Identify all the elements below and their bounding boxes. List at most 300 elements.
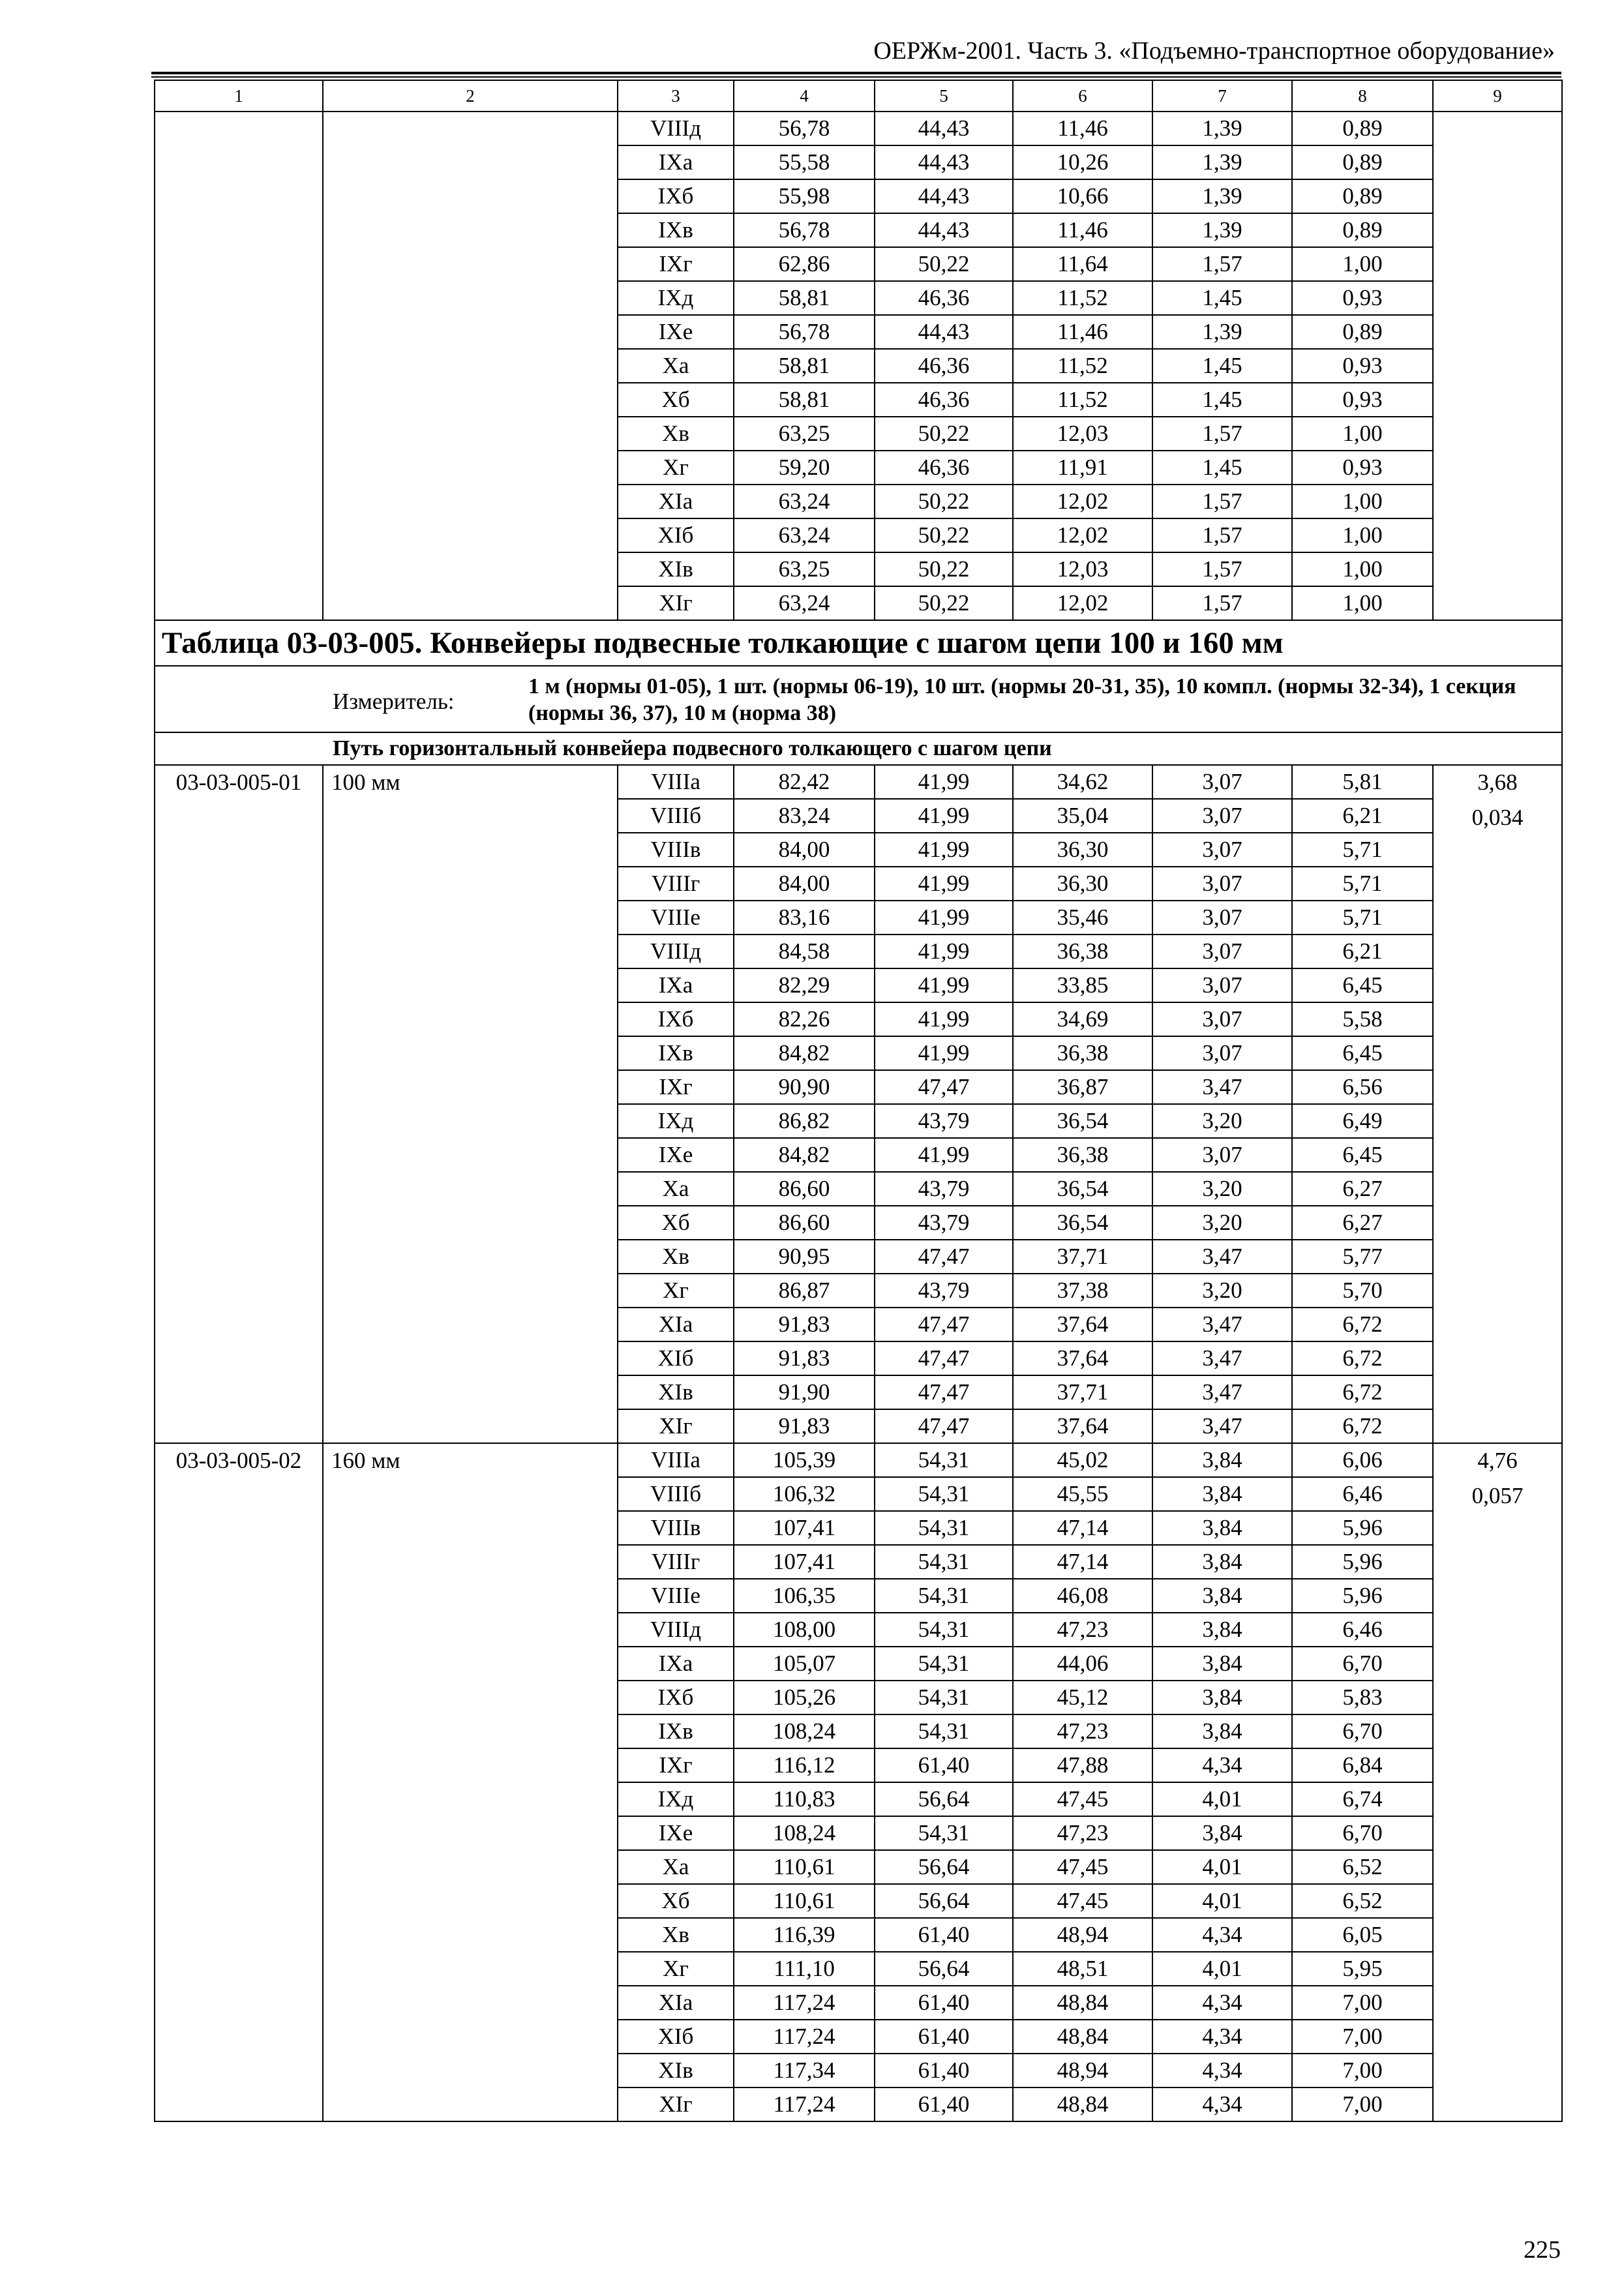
col-9-value: 0,057 bbox=[1471, 1483, 1524, 1508]
col-4-value: 82,29 bbox=[734, 968, 875, 1002]
col-7-value: 1,57 bbox=[1152, 552, 1292, 586]
col-8-value: 6,70 bbox=[1292, 1647, 1433, 1681]
col-6-value: 36,54 bbox=[1013, 1104, 1152, 1138]
resource-class: XIa bbox=[618, 485, 734, 518]
col-5-value: 44,43 bbox=[875, 145, 1013, 179]
col-5-value: 46,36 bbox=[875, 281, 1013, 315]
resource-class: VIIIб bbox=[618, 799, 734, 833]
col-9-cell bbox=[1433, 112, 1562, 620]
col-6-value: 46,08 bbox=[1013, 1579, 1152, 1613]
resource-class: Xб bbox=[618, 1884, 734, 1918]
col-8-value: 5,96 bbox=[1292, 1545, 1433, 1579]
col-4-value: 62,86 bbox=[734, 247, 875, 281]
col-7-value: 3,07 bbox=[1152, 833, 1292, 867]
col-5-value: 54,31 bbox=[875, 1511, 1013, 1545]
col-6-value: 36,87 bbox=[1013, 1070, 1152, 1104]
resource-class: IXб bbox=[618, 1002, 734, 1036]
col-7-value: 1,39 bbox=[1152, 112, 1292, 145]
col-9-value: 0,034 bbox=[1471, 805, 1524, 830]
col-7-value: 1,39 bbox=[1152, 315, 1292, 349]
resource-class: XIб bbox=[618, 1341, 734, 1375]
col-8-value: 0,93 bbox=[1292, 349, 1433, 383]
column-number: 7 bbox=[1152, 80, 1292, 112]
col-4-value: 63,24 bbox=[734, 485, 875, 518]
col-5-value: 50,22 bbox=[875, 586, 1013, 620]
column-number: 3 bbox=[618, 80, 734, 112]
col-7-value: 3,07 bbox=[1152, 765, 1292, 799]
resource-class: XIб bbox=[618, 2020, 734, 2054]
col-8-value: 6,46 bbox=[1292, 1477, 1433, 1511]
col-7-value: 3,07 bbox=[1152, 1002, 1292, 1036]
col-7-value: 3,07 bbox=[1152, 799, 1292, 833]
norms-table bbox=[154, 80, 1563, 2122]
resource-class: IXв bbox=[618, 1036, 734, 1070]
resource-class: VIIIе bbox=[618, 1579, 734, 1613]
resource-class: Xг bbox=[618, 451, 734, 485]
col-6-value: 47,45 bbox=[1013, 1884, 1152, 1918]
col-7-value: 3,47 bbox=[1152, 1341, 1292, 1375]
col-7-value: 3,20 bbox=[1152, 1274, 1292, 1308]
col-6-value: 48,51 bbox=[1013, 1952, 1152, 1986]
resource-class: IXе bbox=[618, 315, 734, 349]
col-5-value: 41,99 bbox=[875, 833, 1013, 867]
col-8-value: 6,84 bbox=[1292, 1748, 1433, 1782]
col-6-value: 11,46 bbox=[1013, 213, 1152, 247]
col-7-value: 3,20 bbox=[1152, 1172, 1292, 1206]
col-6-value: 11,46 bbox=[1013, 315, 1152, 349]
page-number: 225 bbox=[1524, 2236, 1561, 2264]
col-6-value: 37,64 bbox=[1013, 1409, 1152, 1443]
col-5-value: 41,99 bbox=[875, 968, 1013, 1002]
col-7-value: 3,84 bbox=[1152, 1714, 1292, 1748]
col-8-value: 6,45 bbox=[1292, 968, 1433, 1002]
header-rule bbox=[151, 72, 1561, 78]
col-6-value: 37,38 bbox=[1013, 1274, 1152, 1308]
col-4-value: 105,39 bbox=[734, 1443, 875, 1477]
col-4-value: 110,61 bbox=[734, 1884, 875, 1918]
resource-class: IXд bbox=[618, 1104, 734, 1138]
col-6-value: 12,03 bbox=[1013, 417, 1152, 451]
col-7-value: 3,07 bbox=[1152, 1036, 1292, 1070]
norm-name: 100 мм bbox=[323, 765, 618, 1443]
col-6-value: 47,23 bbox=[1013, 1714, 1152, 1748]
col-8-value: 6,74 bbox=[1292, 1782, 1433, 1816]
col-8-value: 6,27 bbox=[1292, 1172, 1433, 1206]
col-6-value: 36,38 bbox=[1013, 935, 1152, 968]
col-7-value: 3,84 bbox=[1152, 1477, 1292, 1511]
col-6-value: 48,84 bbox=[1013, 1986, 1152, 2020]
col-8-value: 5,96 bbox=[1292, 1511, 1433, 1545]
col-7-value: 3,84 bbox=[1152, 1681, 1292, 1714]
column-number: 2 bbox=[323, 80, 618, 112]
resource-class: IXa bbox=[618, 145, 734, 179]
col-6-value: 36,38 bbox=[1013, 1138, 1152, 1172]
col-5-value: 46,36 bbox=[875, 383, 1013, 417]
col-5-value: 46,36 bbox=[875, 349, 1013, 383]
resource-class: Xг bbox=[618, 1952, 734, 1986]
col-7-value: 3,47 bbox=[1152, 1409, 1292, 1443]
col-5-value: 61,40 bbox=[875, 2054, 1013, 2087]
col-5-value: 50,22 bbox=[875, 518, 1013, 552]
col-8-value: 0,93 bbox=[1292, 281, 1433, 315]
col-4-value: 105,07 bbox=[734, 1647, 875, 1681]
col-4-value: 55,98 bbox=[734, 179, 875, 213]
col-6-value: 47,88 bbox=[1013, 1748, 1152, 1782]
col-4-value: 63,24 bbox=[734, 518, 875, 552]
measure-cell bbox=[155, 666, 1562, 732]
col-4-value: 58,81 bbox=[734, 281, 875, 315]
col-8-value: 0,89 bbox=[1292, 179, 1433, 213]
table-title: Таблица 03-03-005. Конвейеры подвесные толкающие с шагом цепи 100 и 160 мм bbox=[155, 620, 1562, 666]
col-7-value: 3,47 bbox=[1152, 1240, 1292, 1274]
resource-class: IXб bbox=[618, 179, 734, 213]
col-5-value: 56,64 bbox=[875, 1884, 1013, 1918]
resource-class: Xв bbox=[618, 417, 734, 451]
col-5-value: 41,99 bbox=[875, 935, 1013, 968]
norm-code: 03-03-005-02 bbox=[155, 1443, 323, 2121]
col-6-value: 47,45 bbox=[1013, 1782, 1152, 1816]
col-6-value: 47,23 bbox=[1013, 1816, 1152, 1850]
col-4-value: 56,78 bbox=[734, 213, 875, 247]
col-6-value: 47,23 bbox=[1013, 1613, 1152, 1647]
col-6-value: 45,12 bbox=[1013, 1681, 1152, 1714]
resource-class: Xв bbox=[618, 1918, 734, 1952]
col-5-value: 44,43 bbox=[875, 112, 1013, 145]
col-5-value: 41,99 bbox=[875, 867, 1013, 901]
col-4-value: 117,34 bbox=[734, 2054, 875, 2087]
col-7-value: 1,39 bbox=[1152, 145, 1292, 179]
col-5-value: 54,31 bbox=[875, 1681, 1013, 1714]
col-4-value: 63,25 bbox=[734, 417, 875, 451]
col-4-value: 105,26 bbox=[734, 1681, 875, 1714]
norm-name: 160 мм bbox=[323, 1443, 618, 2121]
col-4-value: 82,26 bbox=[734, 1002, 875, 1036]
col-4-value: 83,16 bbox=[734, 901, 875, 935]
resource-class: VIIIв bbox=[618, 1511, 734, 1545]
col-5-value: 54,31 bbox=[875, 1613, 1013, 1647]
col-4-value: 56,78 bbox=[734, 315, 875, 349]
col-6-value: 11,64 bbox=[1013, 247, 1152, 281]
col-8-value: 5,77 bbox=[1292, 1240, 1433, 1274]
col-7-value: 1,45 bbox=[1152, 451, 1292, 485]
col-8-value: 5,58 bbox=[1292, 1002, 1433, 1036]
col-8-value: 6,45 bbox=[1292, 1138, 1433, 1172]
col-4-value: 90,95 bbox=[734, 1240, 875, 1274]
col-6-value: 36,54 bbox=[1013, 1206, 1152, 1240]
column-number: 5 bbox=[875, 80, 1013, 112]
resource-class: IXв bbox=[618, 1714, 734, 1748]
resource-class: XIв bbox=[618, 552, 734, 586]
col-6-value: 34,69 bbox=[1013, 1002, 1152, 1036]
col-4-value: 106,32 bbox=[734, 1477, 875, 1511]
col-7-value: 3,07 bbox=[1152, 867, 1292, 901]
col-8-value: 6,21 bbox=[1292, 935, 1433, 968]
col-7-value: 4,34 bbox=[1152, 1986, 1292, 2020]
col-7-value: 4,01 bbox=[1152, 1850, 1292, 1884]
col-8-value: 1,00 bbox=[1292, 552, 1433, 586]
resource-class: Xб bbox=[618, 383, 734, 417]
col-5-value: 61,40 bbox=[875, 1986, 1013, 2020]
column-number: 1 bbox=[155, 80, 323, 112]
col-8-value: 1,00 bbox=[1292, 247, 1433, 281]
col-7-value: 4,34 bbox=[1152, 2087, 1292, 2121]
col-4-value: 63,25 bbox=[734, 552, 875, 586]
col-4-value: 86,60 bbox=[734, 1206, 875, 1240]
table-title-row bbox=[155, 620, 1562, 666]
col-8-value: 7,00 bbox=[1292, 2020, 1433, 2054]
resource-class: VIIIе bbox=[618, 901, 734, 935]
col-5-value: 54,31 bbox=[875, 1816, 1013, 1850]
col-7-value: 3,84 bbox=[1152, 1613, 1292, 1647]
col-7-value: 3,84 bbox=[1152, 1443, 1292, 1477]
col-5-value: 41,99 bbox=[875, 1036, 1013, 1070]
col-7-value: 1,57 bbox=[1152, 518, 1292, 552]
col-8-value: 6,45 bbox=[1292, 1036, 1433, 1070]
col-9-value: 4,76 bbox=[1477, 1448, 1518, 1473]
col-9-value: 3,68 bbox=[1477, 770, 1518, 795]
col-4-value: 84,00 bbox=[734, 833, 875, 867]
col-4-value: 108,24 bbox=[734, 1714, 875, 1748]
col-5-value: 46,36 bbox=[875, 451, 1013, 485]
col-4-value: 84,58 bbox=[734, 935, 875, 968]
col-6-value: 12,03 bbox=[1013, 552, 1152, 586]
col-4-value: 91,90 bbox=[734, 1375, 875, 1409]
col-8-value: 6,06 bbox=[1292, 1443, 1433, 1477]
column-number: 9 bbox=[1433, 80, 1562, 112]
resource-class: IXе bbox=[618, 1138, 734, 1172]
col-6-value: 35,04 bbox=[1013, 799, 1152, 833]
col-6-value: 47,14 bbox=[1013, 1545, 1152, 1579]
col-5-value: 50,22 bbox=[875, 247, 1013, 281]
col-8-value: 7,00 bbox=[1292, 2087, 1433, 2121]
col-6-value: 36,30 bbox=[1013, 867, 1152, 901]
resource-class: IXг bbox=[618, 1070, 734, 1104]
measure-label: Измеритель: bbox=[333, 689, 455, 714]
col-6-value: 37,71 bbox=[1013, 1375, 1152, 1409]
col-6-value: 11,52 bbox=[1013, 349, 1152, 383]
col-6-value: 36,54 bbox=[1013, 1172, 1152, 1206]
col-5-value: 47,47 bbox=[875, 1240, 1013, 1274]
resource-class: Xв bbox=[618, 1240, 734, 1274]
col-4-value: 84,82 bbox=[734, 1036, 875, 1070]
col-7-value: 1,45 bbox=[1152, 281, 1292, 315]
col-4-value: 90,90 bbox=[734, 1070, 875, 1104]
col-6-value: 48,94 bbox=[1013, 2054, 1152, 2087]
resource-class: XIв bbox=[618, 2054, 734, 2087]
col-6-value: 45,55 bbox=[1013, 1477, 1152, 1511]
col-8-value: 5,83 bbox=[1292, 1681, 1433, 1714]
resource-class: XIг bbox=[618, 2087, 734, 2121]
col-5-value: 44,43 bbox=[875, 179, 1013, 213]
col-5-value: 54,31 bbox=[875, 1545, 1013, 1579]
col-8-value: 0,93 bbox=[1292, 383, 1433, 417]
col-4-value: 84,82 bbox=[734, 1138, 875, 1172]
resource-class: IXг bbox=[618, 1748, 734, 1782]
col-8-value: 6,27 bbox=[1292, 1206, 1433, 1240]
col-4-value: 91,83 bbox=[734, 1341, 875, 1375]
col-5-value: 41,99 bbox=[875, 901, 1013, 935]
section-title: Путь горизонтальный конвейера подвесного толкающего с шагом цепи bbox=[155, 732, 1562, 765]
col-7-value: 3,84 bbox=[1152, 1579, 1292, 1613]
resource-class: XIг bbox=[618, 586, 734, 620]
col-8-value: 0,89 bbox=[1292, 315, 1433, 349]
col-7-value: 4,34 bbox=[1152, 2054, 1292, 2087]
col-8-value: 6,72 bbox=[1292, 1308, 1433, 1341]
col-6-value: 37,64 bbox=[1013, 1308, 1152, 1341]
document-header-title: ОЕРЖм-2001. Часть 3. «Подъемно-транспортное оборудование» bbox=[873, 37, 1555, 65]
col-6-value: 12,02 bbox=[1013, 485, 1152, 518]
col-5-value: 47,47 bbox=[875, 1070, 1013, 1104]
col-4-value: 107,41 bbox=[734, 1511, 875, 1545]
col-6-value: 10,66 bbox=[1013, 179, 1152, 213]
col-8-value: 0,89 bbox=[1292, 213, 1433, 247]
table-row bbox=[155, 765, 1562, 799]
col-5-value: 56,64 bbox=[875, 1850, 1013, 1884]
resource-class: VIIIв bbox=[618, 833, 734, 867]
column-number: 4 bbox=[734, 80, 875, 112]
col-5-value: 54,31 bbox=[875, 1647, 1013, 1681]
col-4-value: 117,24 bbox=[734, 2020, 875, 2054]
col-7-value: 4,34 bbox=[1152, 1918, 1292, 1952]
col-6-value: 45,02 bbox=[1013, 1443, 1152, 1477]
col-8-value: 6,52 bbox=[1292, 1850, 1433, 1884]
col-5-value: 41,99 bbox=[875, 765, 1013, 799]
measure-row bbox=[155, 666, 1562, 732]
col-6-value: 44,06 bbox=[1013, 1647, 1152, 1681]
resource-class: XIб bbox=[618, 518, 734, 552]
col-4-value: 82,42 bbox=[734, 765, 875, 799]
resource-class: VIIIд bbox=[618, 1613, 734, 1647]
col-8-value: 1,00 bbox=[1292, 417, 1433, 451]
col-7-value: 3,84 bbox=[1152, 1511, 1292, 1545]
resource-class: Xa bbox=[618, 349, 734, 383]
col-4-value: 86,82 bbox=[734, 1104, 875, 1138]
col-5-value: 41,99 bbox=[875, 799, 1013, 833]
col-8-value: 1,00 bbox=[1292, 485, 1433, 518]
col-6-value: 11,91 bbox=[1013, 451, 1152, 485]
col-5-value: 56,64 bbox=[875, 1782, 1013, 1816]
col-6-value: 47,45 bbox=[1013, 1850, 1152, 1884]
resource-class: IXa bbox=[618, 968, 734, 1002]
col-4-value: 116,39 bbox=[734, 1918, 875, 1952]
col-8-value: 6,49 bbox=[1292, 1104, 1433, 1138]
col-5-value: 43,79 bbox=[875, 1206, 1013, 1240]
col-8-value: 5,70 bbox=[1292, 1274, 1433, 1308]
col-6-value: 11,52 bbox=[1013, 383, 1152, 417]
col-4-value: 108,00 bbox=[734, 1613, 875, 1647]
table-row bbox=[155, 112, 1562, 145]
col-5-value: 50,22 bbox=[875, 552, 1013, 586]
col-6-value: 36,38 bbox=[1013, 1036, 1152, 1070]
col-5-value: 43,79 bbox=[875, 1172, 1013, 1206]
resource-class: XIa bbox=[618, 1308, 734, 1341]
col-4-value: 59,20 bbox=[734, 451, 875, 485]
col-8-value: 6,72 bbox=[1292, 1341, 1433, 1375]
col-7-value: 3,47 bbox=[1152, 1308, 1292, 1341]
col-7-value: 4,01 bbox=[1152, 1952, 1292, 1986]
col-5-value: 47,47 bbox=[875, 1308, 1013, 1341]
col-7-value: 3,84 bbox=[1152, 1816, 1292, 1850]
resource-class: Xг bbox=[618, 1274, 734, 1308]
col-4-value: 58,81 bbox=[734, 349, 875, 383]
col-4-value: 55,58 bbox=[734, 145, 875, 179]
column-number: 8 bbox=[1292, 80, 1433, 112]
col-8-value: 6,52 bbox=[1292, 1884, 1433, 1918]
col-8-value: 6,72 bbox=[1292, 1375, 1433, 1409]
col-6-value: 33,85 bbox=[1013, 968, 1152, 1002]
col-4-value: 110,83 bbox=[734, 1782, 875, 1816]
col-7-value: 1,45 bbox=[1152, 349, 1292, 383]
col-8-value: 5,81 bbox=[1292, 765, 1433, 799]
col-5-value: 44,43 bbox=[875, 315, 1013, 349]
col-4-value: 84,00 bbox=[734, 867, 875, 901]
col-7-value: 1,57 bbox=[1152, 247, 1292, 281]
col-4-value: 86,60 bbox=[734, 1172, 875, 1206]
col-4-value: 56,78 bbox=[734, 112, 875, 145]
resource-class: VIIIa bbox=[618, 1443, 734, 1477]
col-5-value: 43,79 bbox=[875, 1104, 1013, 1138]
col-4-value: 106,35 bbox=[734, 1579, 875, 1613]
col-6-value: 11,52 bbox=[1013, 281, 1152, 315]
col-6-value: 34,62 bbox=[1013, 765, 1152, 799]
col-8-value: 0,93 bbox=[1292, 451, 1433, 485]
col-6-value: 35,46 bbox=[1013, 901, 1152, 935]
col-9-cell bbox=[1433, 1443, 1562, 2121]
norm-code: 03-03-005-01 bbox=[155, 765, 323, 1443]
col-6-value: 48,84 bbox=[1013, 2087, 1152, 2121]
col-5-value: 47,47 bbox=[875, 1341, 1013, 1375]
col-5-value: 44,43 bbox=[875, 213, 1013, 247]
col-7-value: 3,07 bbox=[1152, 1138, 1292, 1172]
col-9-cell bbox=[1433, 765, 1562, 1443]
col-6-value: 47,14 bbox=[1013, 1511, 1152, 1545]
col-8-value: 5,71 bbox=[1292, 867, 1433, 901]
col-7-value: 1,45 bbox=[1152, 383, 1292, 417]
resource-class: IXд bbox=[618, 281, 734, 315]
col-4-value: 110,61 bbox=[734, 1850, 875, 1884]
resource-class: IXе bbox=[618, 1816, 734, 1850]
col-8-value: 6,05 bbox=[1292, 1918, 1433, 1952]
col-8-value: 5,71 bbox=[1292, 833, 1433, 867]
resource-class: VIIIг bbox=[618, 867, 734, 901]
col-6-value: 37,64 bbox=[1013, 1341, 1152, 1375]
resource-class: VIIIб bbox=[618, 1477, 734, 1511]
resource-class: IXд bbox=[618, 1782, 734, 1816]
col-5-value: 56,64 bbox=[875, 1952, 1013, 1986]
resource-class: Xб bbox=[618, 1206, 734, 1240]
col-6-value: 48,94 bbox=[1013, 1918, 1152, 1952]
resource-class: IXв bbox=[618, 213, 734, 247]
col-7-value: 3,20 bbox=[1152, 1104, 1292, 1138]
col-7-value: 1,57 bbox=[1152, 485, 1292, 518]
col-6-value: 12,02 bbox=[1013, 518, 1152, 552]
resource-class: XIг bbox=[618, 1409, 734, 1443]
col-7-value: 4,01 bbox=[1152, 1782, 1292, 1816]
col-7-value: 3,84 bbox=[1152, 1647, 1292, 1681]
col-8-value: 5,95 bbox=[1292, 1952, 1433, 1986]
col-5-value: 61,40 bbox=[875, 2087, 1013, 2121]
col-4-value: 86,87 bbox=[734, 1274, 875, 1308]
code-cell bbox=[155, 112, 323, 620]
col-8-value: 7,00 bbox=[1292, 1986, 1433, 2020]
resource-class: IXa bbox=[618, 1647, 734, 1681]
col-6-value: 11,46 bbox=[1013, 112, 1152, 145]
col-8-value: 6,46 bbox=[1292, 1613, 1433, 1647]
col-7-value: 3,20 bbox=[1152, 1206, 1292, 1240]
col-8-value: 5,71 bbox=[1292, 901, 1433, 935]
col-5-value: 54,31 bbox=[875, 1714, 1013, 1748]
col-4-value: 63,24 bbox=[734, 586, 875, 620]
